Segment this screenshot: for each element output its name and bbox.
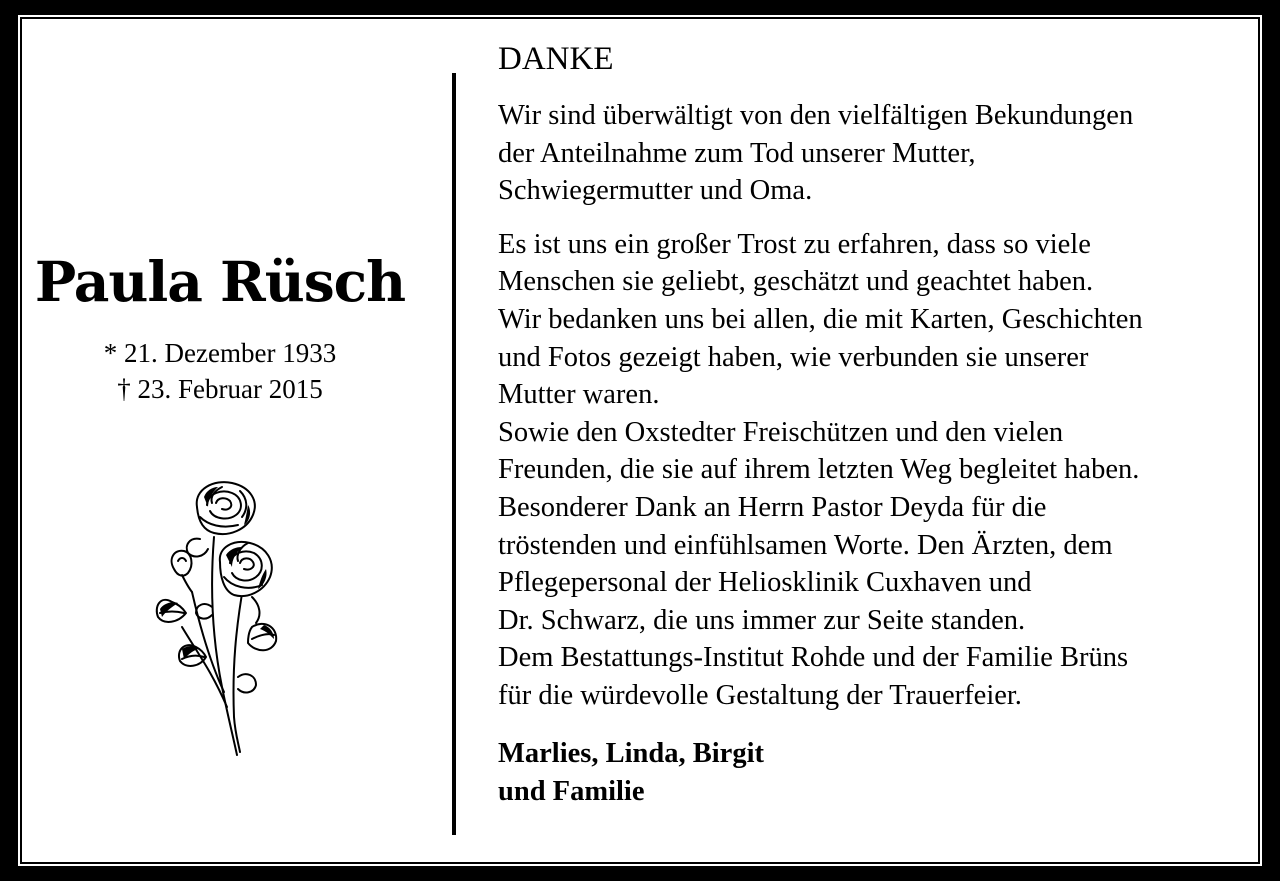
text-line: und Fotos gezeigt haben, wie verbunden sie unserer (498, 341, 1089, 373)
text-line: Pflegepersonal der Heliosklinik Cuxhaven und (498, 567, 1032, 599)
obituary-notice (20, 17, 1260, 864)
deceased-panel (20, 17, 420, 864)
text-line: Wir sind überwältigt von den vielfältigen Bekundungen (498, 100, 1134, 131)
text-line: Menschen sie geliebt, geschätzt und geachtet haben. (498, 266, 1094, 298)
thanks-text (498, 39, 1248, 811)
text-line: Es ist uns ein großer Trost zu erfahren, dass so viele (498, 228, 1091, 260)
text-line: Schwiegermutter und Oma. (498, 175, 813, 207)
birth-date: * 21. Dezember 1933 (103, 338, 337, 368)
text-line: Wir bedanken uns bei allen, die mit Karten, Geschichten (498, 303, 1143, 335)
thanks-paragraph-2 (498, 226, 1248, 715)
text-line: tröstenden und einfühlsamen Worte. Den Ärzten, dem (498, 529, 1113, 561)
thanks-heading: DANKE (498, 41, 614, 77)
thanks-paragraph-1 (498, 97, 1248, 210)
signature-line: Marlies, Linda, Birgit (498, 737, 764, 769)
text-line: Besonderer Dank an Herrn Pastor Deyda für die (498, 491, 1047, 523)
text-line: für die würdevolle Gestaltung der Trauerfeier. (498, 679, 1022, 711)
rose-icon (152, 477, 282, 757)
column-divider (452, 73, 456, 835)
text-line: Dem Bestattungs-Institut Rohde und der Familie Brüns (498, 642, 1129, 674)
text-line: Freunden, die sie auf ihrem letzten Weg begleitet haben. (498, 454, 1140, 486)
text-line: der Anteilnahme zum Tod unserer Mutter, (498, 137, 976, 169)
text-line: Mutter waren. (498, 379, 660, 411)
deceased-name: Paula Rüsch (34, 249, 406, 314)
signature (498, 735, 1248, 811)
text-line: Sowie den Oxstedter Freischützen und den vielen (498, 416, 1064, 448)
life-dates (20, 335, 420, 407)
text-line: Dr. Schwarz, die uns immer zur Seite standen. (498, 604, 1026, 636)
signature-line: und Familie (498, 775, 645, 807)
death-date: † 23. Februar 2015 (117, 374, 323, 404)
